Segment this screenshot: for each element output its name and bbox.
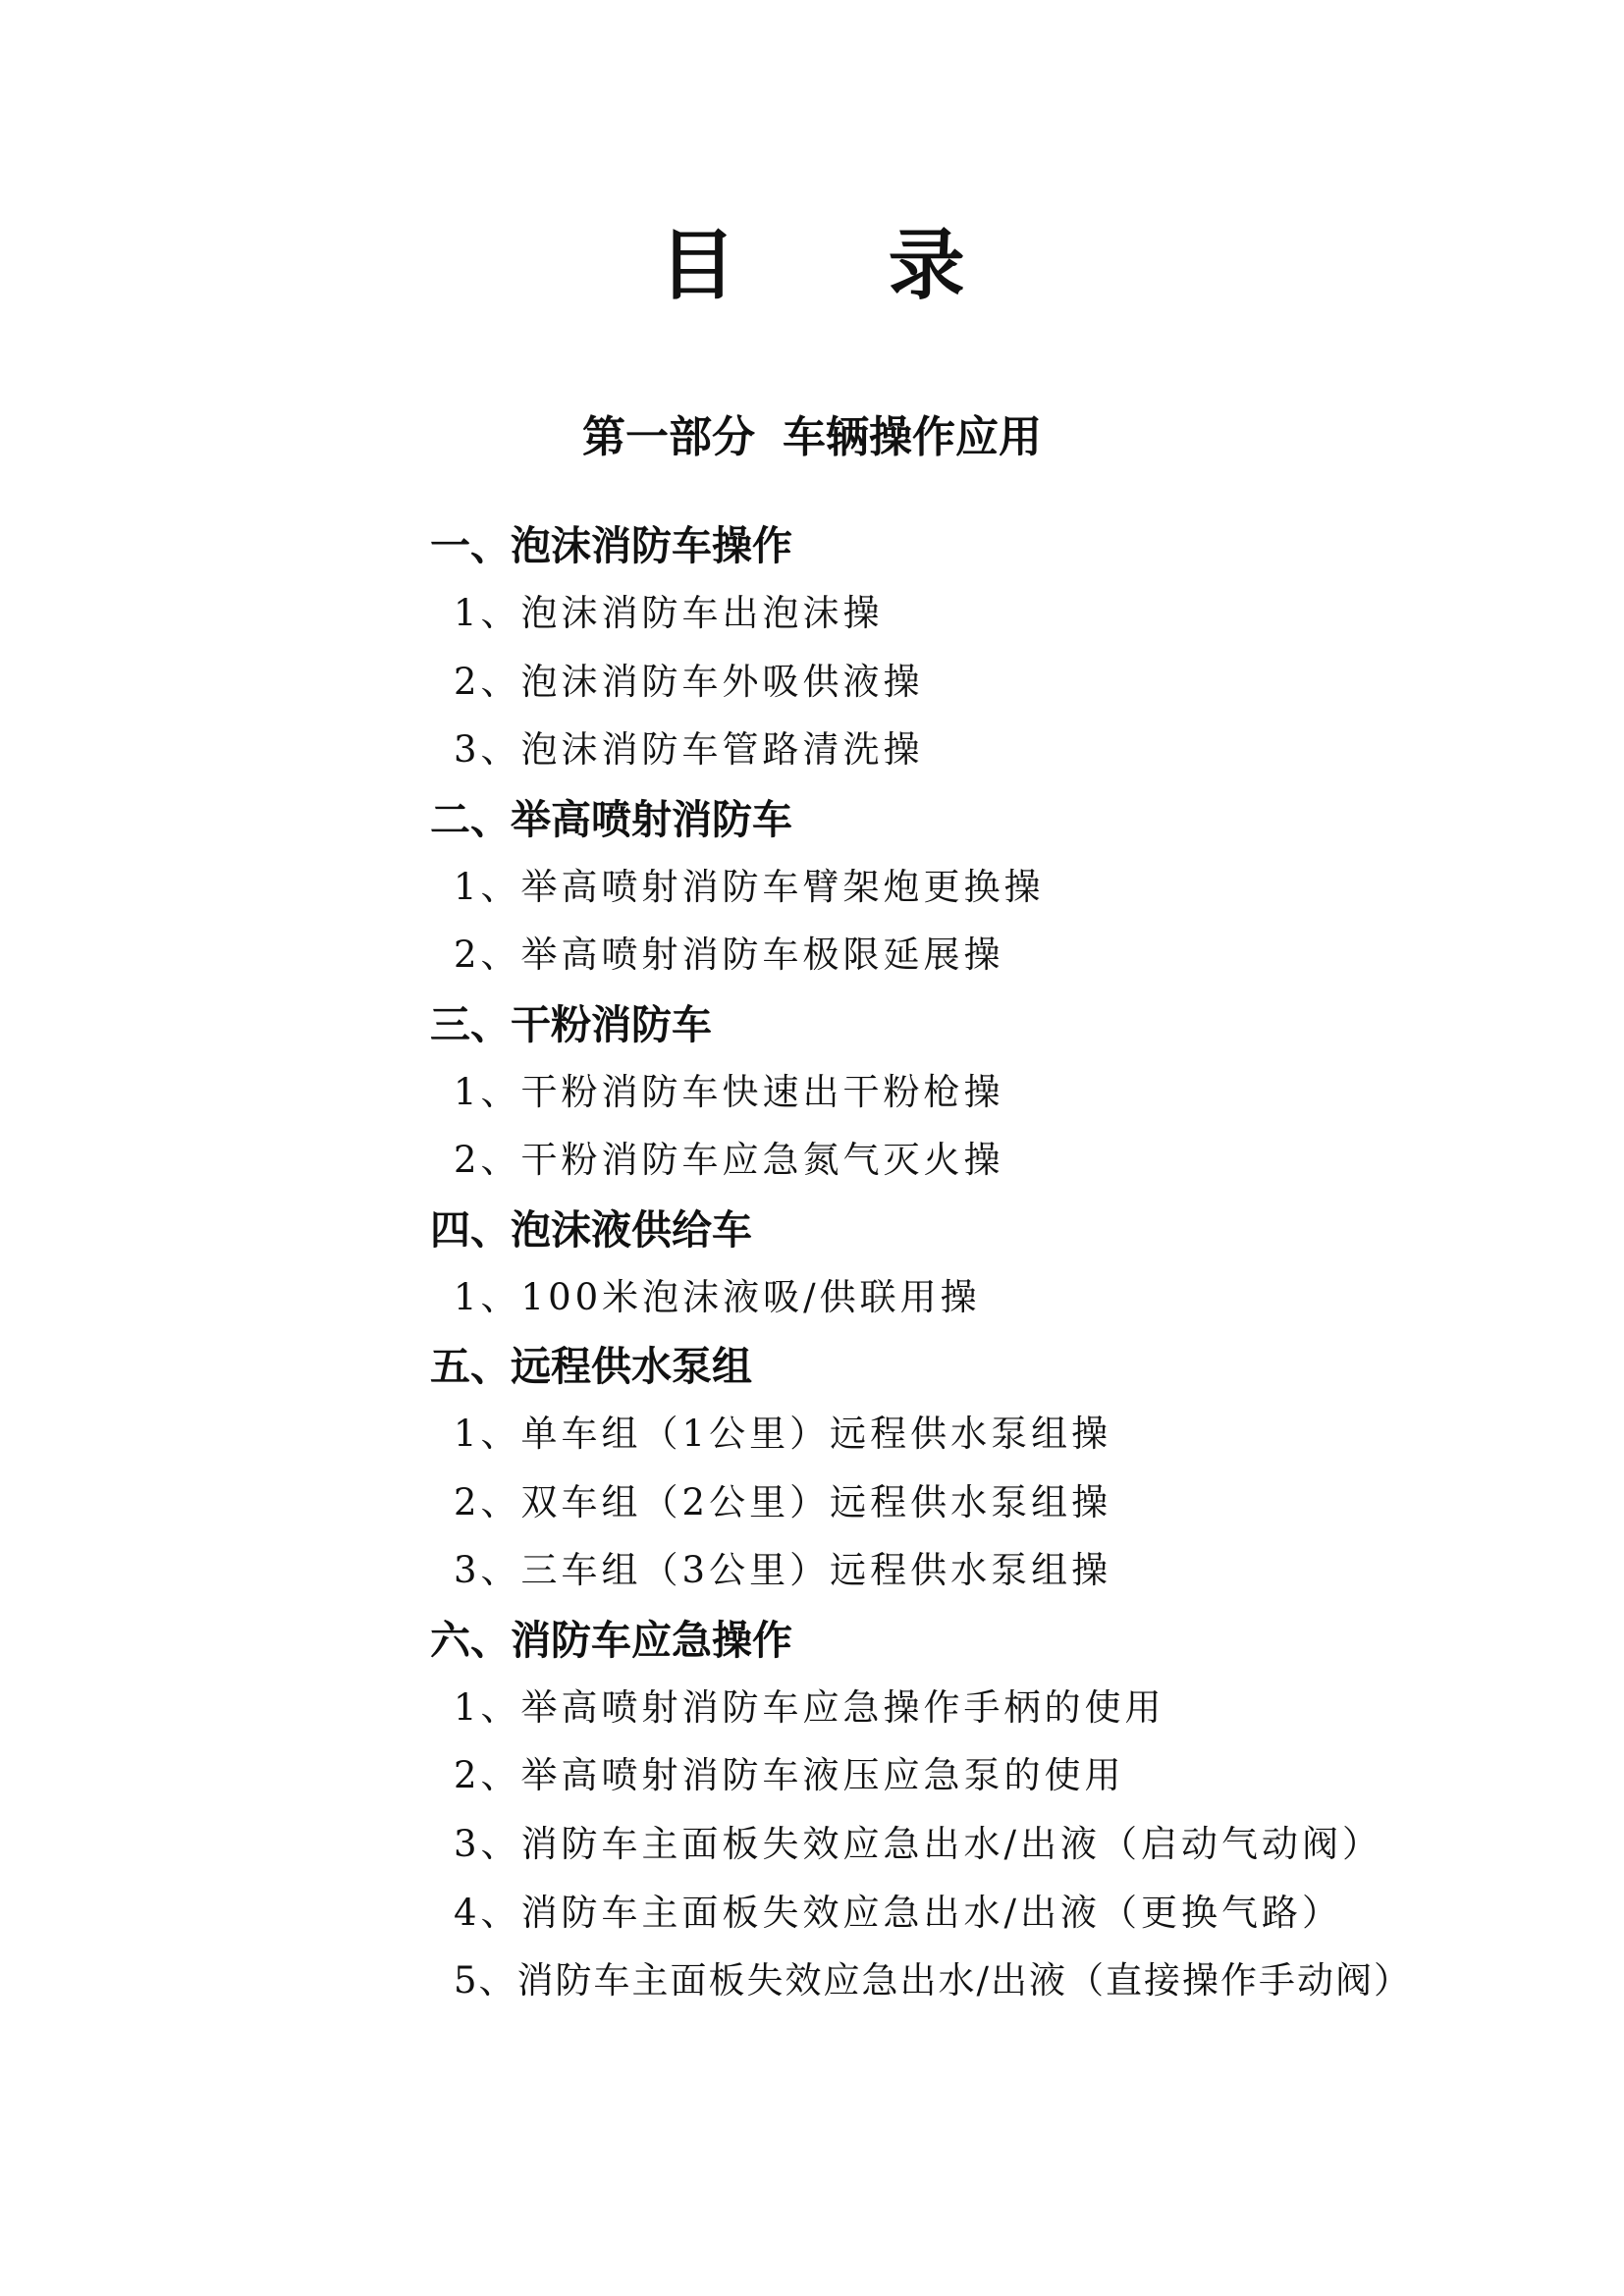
toc-section-2[interactable]: 二、举高喷射消防车 (430, 796, 792, 843)
toc-item[interactable]: 3、消防车主面板失效应急出水/出液（启动气动阀） (454, 1823, 1383, 1865)
toc-section-3[interactable]: 三、干粉消防车 (430, 1001, 712, 1048)
toc-item[interactable]: 1、泡沫消防车出泡沫操 (454, 592, 884, 634)
toc-item[interactable]: 3、三车组（3公里）远程供水泵组操 (454, 1549, 1112, 1591)
part-label: 第一部分 (582, 412, 755, 462)
toc-item[interactable]: 5、消防车主面板失效应急出水/出液（直接操作手动阀） (454, 1959, 1413, 2002)
toc-item[interactable]: 3、泡沫消防车管路清洗操 (454, 728, 924, 771)
toc-item[interactable]: 2、泡沫消防车外吸供液操 (454, 661, 924, 703)
toc-item[interactable]: 1、干粉消防车快速出干粉枪操 (454, 1071, 1004, 1113)
toc-section-4[interactable]: 四、泡沫液供给车 (430, 1206, 752, 1254)
part-heading (0, 412, 1624, 462)
toc-section-5[interactable]: 五、远程供水泵组 (430, 1343, 752, 1390)
toc-item[interactable]: 2、干粉消防车应急氮气灭火操 (454, 1139, 1004, 1181)
page-title: 目 录 (659, 221, 1028, 310)
toc-item[interactable]: 1、举高喷射消防车臂架炮更换操 (454, 866, 1045, 908)
toc-item[interactable]: 1、单车组（1公里）远程供水泵组操 (454, 1413, 1112, 1455)
toc-section-1[interactable]: 一、泡沫消防车操作 (430, 522, 792, 569)
toc-item[interactable]: 2、双车组（2公里）远程供水泵组操 (454, 1481, 1112, 1523)
toc-item[interactable]: 2、举高喷射消防车液压应急泵的使用 (454, 1754, 1125, 1796)
toc-item[interactable]: 4、消防车主面板失效应急出水/出液（更换气路） (454, 1892, 1343, 1934)
toc-item[interactable]: 1、100米泡沫液吸/供联用操 (454, 1276, 981, 1318)
toc-item[interactable]: 2、举高喷射消防车极限延展操 (454, 934, 1004, 976)
toc-item[interactable]: 1、举高喷射消防车应急操作手柄的使用 (454, 1686, 1165, 1729)
part-name: 车辆操作应用 (783, 412, 1042, 462)
toc-section-6[interactable]: 六、消防车应急操作 (430, 1617, 792, 1664)
